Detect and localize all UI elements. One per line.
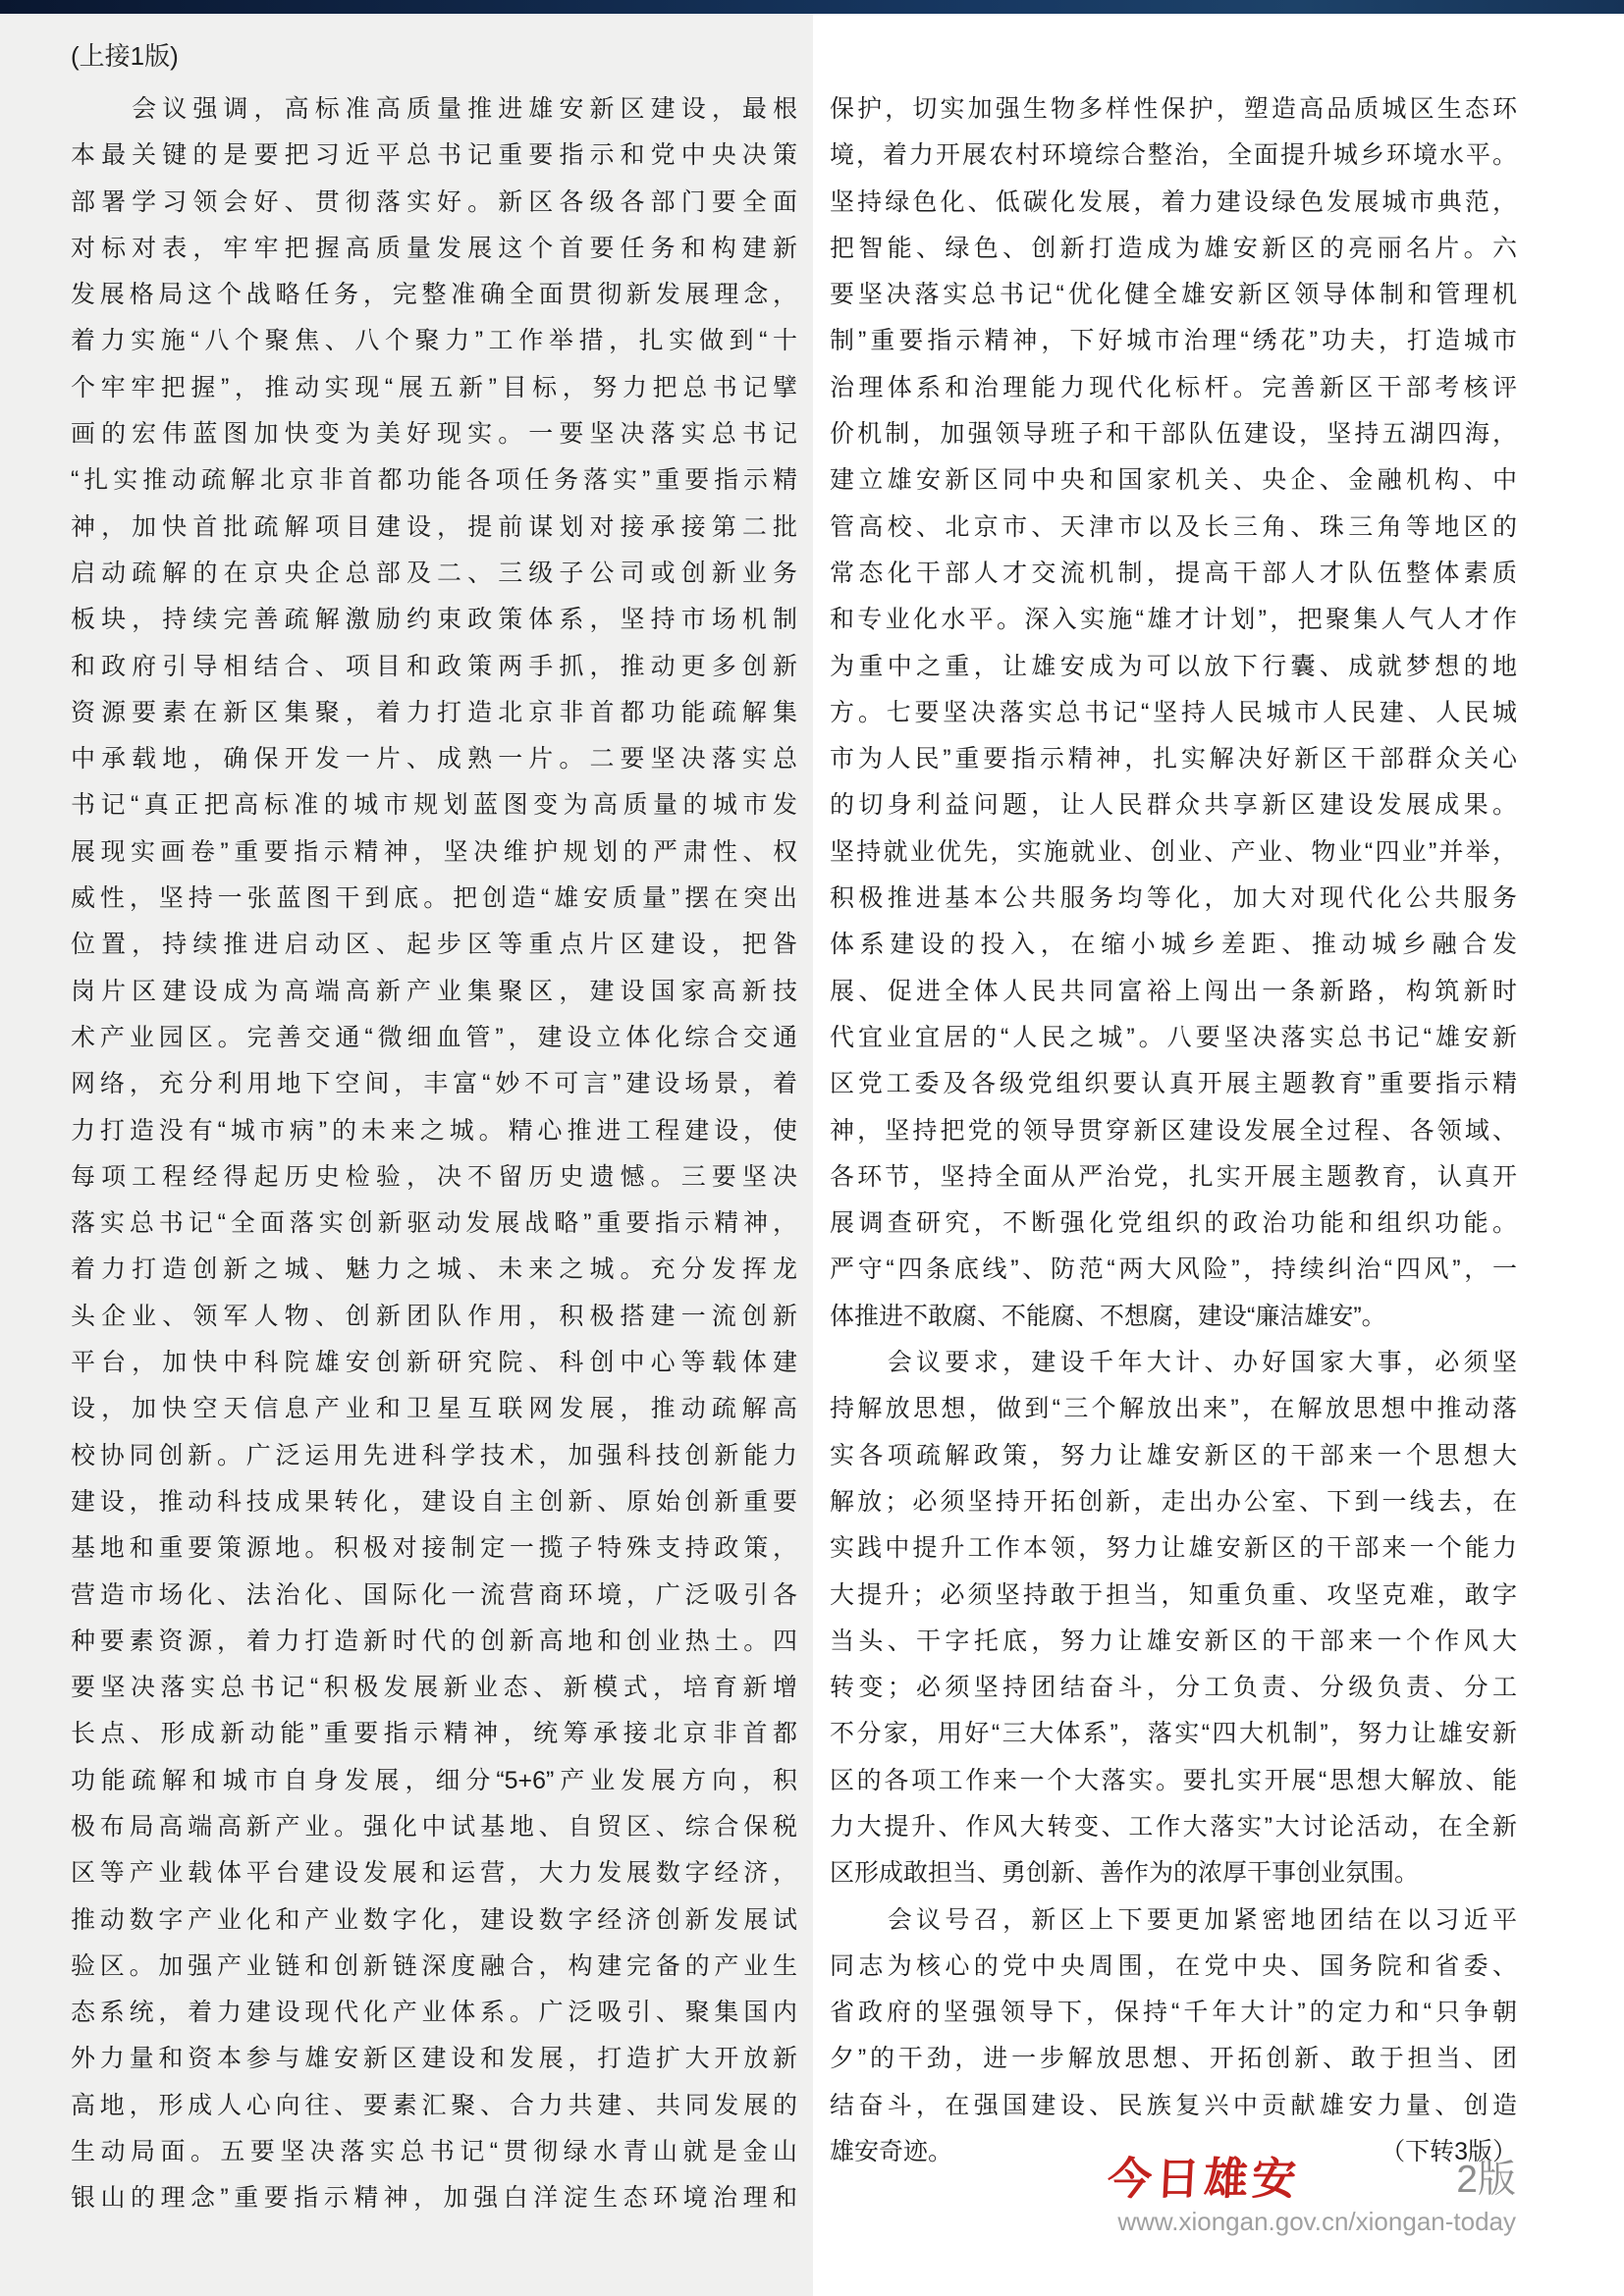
text-line: 力大提升、作风大转变、工作大落实”大讨论活动，在全新	[830, 1812, 1517, 1841]
text-line: 境，着力开展农村环境综合整治，全面提升城乡环境水平。	[830, 141, 1517, 170]
text-line: 设，加快空天信息产业和卫星互联网发展，推动疏解高	[71, 1395, 797, 1423]
text-line: 种要素资源，着力打造新时代的创新高地和创业热土。四	[71, 1627, 797, 1655]
text-line: 资源要素在新区集聚，着力打造北京非首都功能疏解集	[71, 698, 797, 726]
text-line: 管高校、北京市、天津市以及长三角、珠三角等地区的	[830, 512, 1517, 541]
text-line: “扎实推动疏解北京非首都功能各项任务落实”重要指示精	[71, 466, 797, 495]
text-line: 神，坚持把党的领导贯穿新区建设发展全过程、各领域、	[830, 1116, 1517, 1145]
text-line: 坚持就业优先，实施就业、创业、产业、物业“四业”并举，	[830, 837, 1517, 866]
text-line: 展、促进全体人民共同富裕上闯出一条新路，构筑新时	[830, 977, 1517, 1005]
text-line: 要坚决落实总书记“积极发展新业态、新模式，培育新增	[71, 1674, 797, 1702]
text-line: 着力打造创新之城、魅力之城、未来之城。充分发挥龙	[71, 1255, 797, 1284]
text-line: 推动数字产业化和产业数字化，建设数字经济创新发展试	[71, 1905, 797, 1934]
text-line: 雄安奇迹。 （下转3版）	[830, 2129, 1517, 2175]
text-line: 位置，持续推进启动区、起步区等重点片区建设，把昝	[71, 931, 797, 959]
text-line: 制”重要指示精神，下好城市治理“绣花”功夫，打造城市	[830, 327, 1517, 355]
text-line: 平台，加快中科院雄安创新研究院、科创中心等载体建	[71, 1349, 797, 1377]
text-line: 严守“四条底线”、防范“两大风险”，持续纠治“四风”，一	[830, 1255, 1517, 1284]
text-line: 为重中之重，让雄安成为可以放下行囊、成就梦想的地	[830, 652, 1517, 680]
article-left-column	[71, 86, 797, 2222]
text-line: 术产业园区。完善交通“微细血管”，建设立体化综合交通	[71, 1023, 797, 1051]
text-line: 和政府引导相结合、项目和政策两手抓，推动更多创新	[71, 652, 797, 680]
text-line: 对标对表，牢牢把握高质量发展这个首要任务和构建新	[71, 234, 797, 262]
text-line: 会议要求，建设千年大计、办好国家大事，必须坚	[830, 1349, 1517, 1377]
text-line: 大提升；必须坚持敢于担当，知重负重、攻坚克难，敢字	[830, 1580, 1517, 1609]
text-line: 启动疏解的在京央企总部及二、三级子公司或创新业务	[71, 559, 797, 587]
text-line: 市为人民”重要指示精神，扎实解决好新区干部群众关心	[830, 745, 1517, 774]
text-line: 会议号召，新区上下要更加紧密地团结在以习近平	[830, 1905, 1517, 1934]
text-line: 每项工程经得起历史检验，决不留历史遗憾。三要坚决	[71, 1162, 797, 1191]
text-line: 网络，充分利用地下空间，丰富“妙不可言”建设场景，着	[71, 1070, 797, 1098]
text-line: 建立雄安新区同中央和国家机关、央企、金融机构、中	[830, 466, 1517, 495]
text-line: 力打造没有“城市病”的未来之城。精心推进工程建设，使	[71, 1116, 797, 1145]
text-line: 要坚决落实总书记“优化健全雄安新区领导体制和管理机	[830, 281, 1517, 309]
text-line: 省政府的坚强领导下，保持“千年大计”的定力和“只争朝	[830, 1999, 1517, 2027]
text-line: 画的宏伟蓝图加快变为美好现实。一要坚决落实总书记	[71, 420, 797, 449]
text-line: 落实总书记“全面落实创新驱动发展战略”重要指示精神，	[71, 1209, 797, 1238]
text-line: 部署学习领会好、贯彻落实好。新区各级各部门要全面	[71, 187, 797, 216]
text-line: 价机制，加强领导班子和干部队伍建设，坚持五湖四海，	[830, 420, 1517, 449]
text-line: 建设，推动科技成果转化，建设自主创新、原始创新重要	[71, 1487, 797, 1516]
text-line: 个牢牢把握”，推动实现“展五新”目标，努力把总书记擘	[71, 373, 797, 401]
text-line: 着力实施“八个聚焦、八个聚力”工作举措，扎实做到“十	[71, 327, 797, 355]
text-line: 的切身利益问题，让人民群众共享新区建设发展成果。	[830, 791, 1517, 820]
text-line: 实各项疏解政策，努力让雄安新区的干部来一个思想大	[830, 1441, 1517, 1469]
continued-from-note: (上接1版)	[71, 41, 179, 71]
text-line: 区党工委及各级党组织要认真开展主题教育”重要指示精	[830, 1070, 1517, 1098]
text-line: 把智能、绿色、创新打造成为雄安新区的亮丽名片。六	[830, 234, 1517, 262]
text-line: 同志为核心的党中央周围，在党中央、国务院和省委、	[830, 1951, 1517, 1980]
text-line: 本最关键的是要把习近平总书记重要指示和党中央决策	[71, 141, 797, 170]
text-line: 神，加快首批疏解项目建设，提前谋划对接承接第二批	[71, 512, 797, 541]
site-url: www.xiongan.gov.cn/xiongan-today	[1117, 2207, 1516, 2236]
text-line: 校协同创新。广泛运用先进科学技术，加强科技创新能力	[71, 1441, 797, 1469]
text-line: 方。七要坚决落实总书记“坚持人民城市人民建、人民城	[830, 698, 1517, 726]
text-line: 岗片区建设成为高端高新产业集聚区，建设国家高新技	[71, 977, 797, 1005]
text-line: 板块，持续完善疏解激励约束政策体系，坚持市场机制	[71, 606, 797, 634]
text-line: 体系建设的投入，在缩小城乡差距、推动城乡融合发	[830, 931, 1517, 959]
text-line: 态系统，着力建设现代化产业体系。广泛吸引、聚集国内	[71, 1999, 797, 2027]
text-line: 积极推进基本公共服务均等化，加大对现代化公共服务	[830, 884, 1517, 913]
text-line: 结奋斗，在强国建设、民族复兴中贡献雄安力量、创造	[830, 2091, 1517, 2119]
text-line: 长点、形成新动能”重要指示精神，统筹承接北京非首都	[71, 1720, 797, 1748]
text-line: 区等产业载体平台建设发展和运营，大力发展数字经济，	[71, 1859, 797, 1888]
text-line: 持解放思想，做到“三个解放出来”，在解放思想中推动落	[830, 1395, 1517, 1423]
text-line: 解放；必须坚持开拓创新，走出办公室、下到一线去，在	[830, 1487, 1517, 1516]
text-line: 营造市场化、法治化、国际化一流营商环境，广泛吸引各	[71, 1580, 797, 1609]
text-line: 转变；必须坚持团结奋斗，分工负责、分级负责、分工	[830, 1674, 1517, 1702]
text-line: 不分家，用好“三大体系”，落实“四大机制”，努力让雄安新	[830, 1720, 1517, 1748]
text-line: 中承载地，确保开发一片、成熟一片。二要坚决落实总	[71, 745, 797, 774]
text-line: 头企业、领军人物、创新团队作用，积极搭建一流创新	[71, 1302, 797, 1330]
masthead-logo: 今日雄安	[1106, 2153, 1302, 2205]
text-line: 治理体系和治理能力现代化标杆。完善新区干部考核评	[830, 373, 1517, 401]
text-line: 展调查研究，不断强化党组织的政治功能和组织功能。	[830, 1209, 1517, 1238]
text-line: 高地，形成人心向往、要素汇聚、合力共建、共同发展的	[71, 2091, 797, 2119]
article-right-column	[830, 86, 1517, 2175]
text-line: 发展格局这个战略任务，完整准确全面贯彻新发展理念，	[71, 281, 797, 309]
text-line: 展现实画卷”重要指示精神，坚决维护规划的严肃性、权	[71, 837, 797, 866]
text-line: 当头、干字托底，努力让雄安新区的干部来一个作风大	[830, 1627, 1517, 1655]
text-line: 和专业化水平。深入实施“雄才计划”，把聚集人气人才作	[830, 606, 1517, 634]
text-line: 夕”的干劲，进一步解放思想、开拓创新、敢于担当、团	[830, 2045, 1517, 2073]
text-line: 极布局高端高新产业。强化中试基地、自贸区、综合保税	[71, 1812, 797, 1841]
text-line: 会议强调，高标准高质量推进雄安新区建设，最根	[71, 95, 797, 123]
text-line: 区的各项工作来一个大落实。要扎实开展“思想大解放、能	[830, 1766, 1517, 1794]
text-line: 各环节，坚持全面从严治党，扎实开展主题教育，认真开	[830, 1162, 1517, 1191]
text-line: 验区。加强产业链和创新链深度融合，构建完备的产业生	[71, 1951, 797, 1980]
text-line: 基地和重要策源地。积极对接制定一揽子特殊支持政策，	[71, 1534, 797, 1563]
text-line: 外力量和资本参与雄安新区建设和发展，打造扩大开放新	[71, 2045, 797, 2073]
text-line: 功能疏解和城市自身发展，细分“5+6”产业发展方向，积	[71, 1766, 797, 1794]
text-line: 常态化干部人才交流机制，提高干部人才队伍整体素质	[830, 559, 1517, 587]
text-line: 威性，坚持一张蓝图干到底。把创造“雄安质量”摆在突出	[71, 884, 797, 913]
text-line: 代宜业宜居的“人民之城”。八要坚决落实总书记“雄安新	[830, 1023, 1517, 1051]
page-number: 2版	[1456, 2159, 1516, 2201]
top-accent-bar	[0, 0, 1624, 14]
text-line: 区形成敢担当、勇创新、善作为的浓厚干事创业氛围。	[830, 1859, 1420, 1888]
text-line: 坚持绿色化、低碳化发展，着力建设绿色发展城市典范，	[830, 187, 1517, 216]
text-line: 生动局面。五要坚决落实总书记“贯彻绿水青山就是金山	[71, 2138, 797, 2166]
text-line: 体推进不敢腐、不能腐、不想腐，建设“廉洁雄安”。	[830, 1302, 1386, 1330]
text-line: 实践中提升工作本领，努力让雄安新区的干部来一个能力	[830, 1534, 1517, 1563]
text-line: 保护，切实加强生物多样性保护，塑造高品质城区生态环	[830, 95, 1517, 123]
continue-to-note: （下转3版）	[1380, 2138, 1517, 2166]
text-line: 书记“真正把高标准的城市规划蓝图变为高质量的城市发	[71, 791, 797, 820]
text-line: 银山的理念”重要指示精神，加强白洋淀生态环境治理和	[71, 2184, 797, 2213]
